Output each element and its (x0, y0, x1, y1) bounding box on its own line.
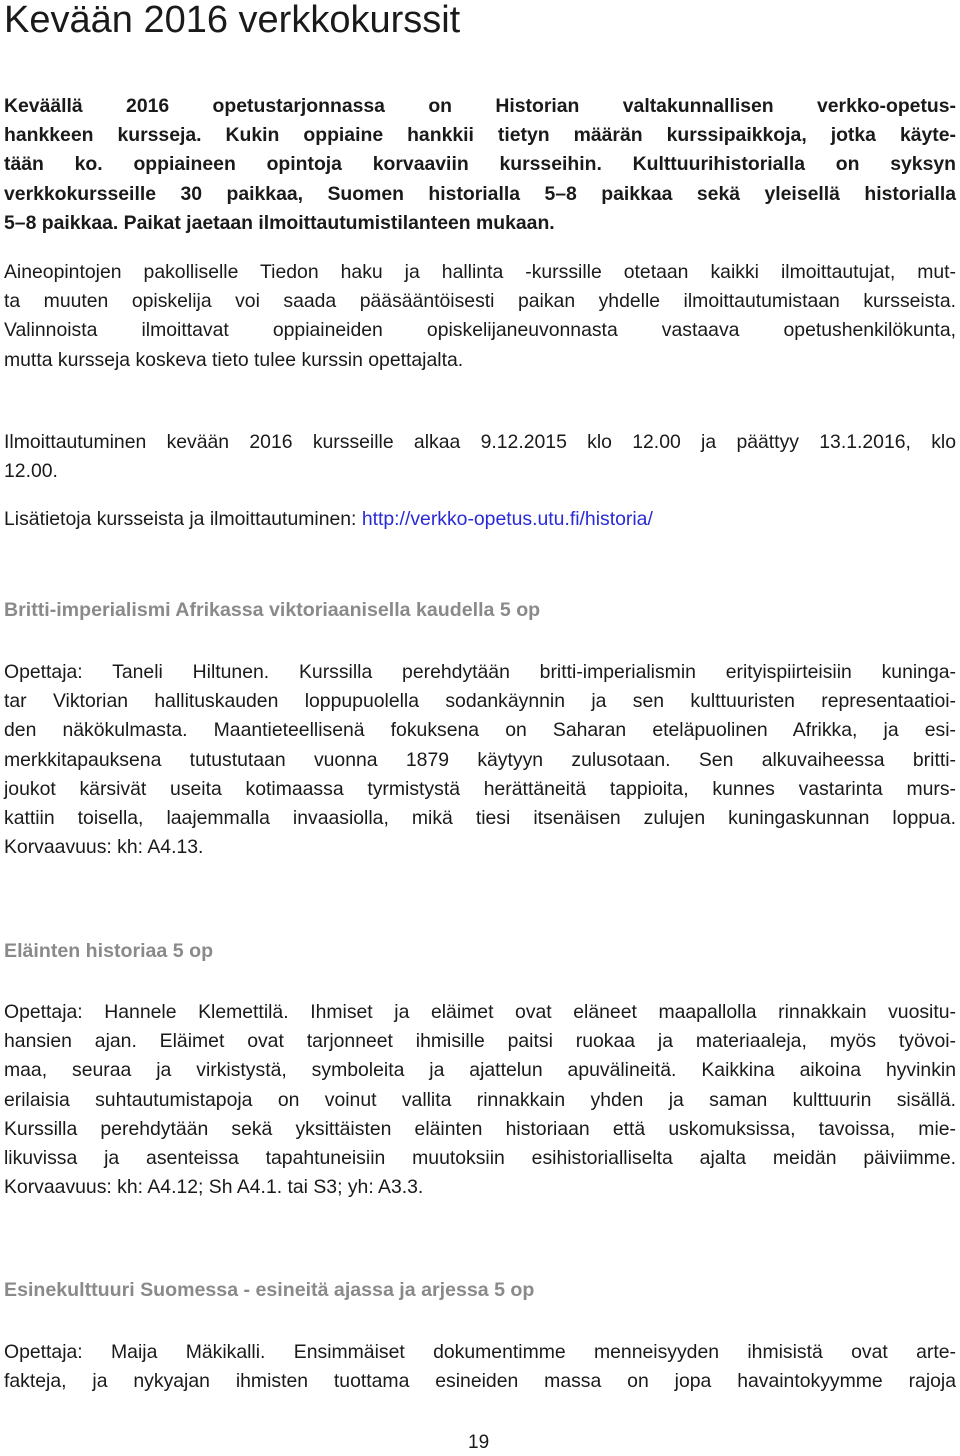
intro-bold-line: 5–8 paikkaa. Paikat jaetaan ilmoittautumistilanteen mukaan. (4, 211, 555, 234)
course-line: den näkökulmasta. Maantieteellisenä fokuksena on Saharan eteläpuolinen Afrikka, ja esi- (4, 719, 956, 742)
course-line: maa, seuraa ja virkistystä, symboleita ja ajattelun apuvälineitä. Kaikkina aikoina hyvinkin (4, 1059, 956, 1082)
course-line: Kurssilla perehdytään sekä yksittäisten eläinten historiaan että uskomuksissa, tavoissa, mie- (4, 1117, 956, 1140)
registration-line: 12.00. (4, 460, 58, 483)
course-heading: Britti-imperialismi Afrikassa viktoriaanisella kaudella 5 op (4, 599, 541, 621)
course-line: Korvaavuus: kh: A4.12; Sh A4.1. tai S3; yh: A3.3. (4, 1176, 424, 1199)
course-heading: Esinekulttuuri Suomessa - esineitä ajassa ja arjessa 5 op (4, 1279, 535, 1301)
course-info-link[interactable]: http://verkko-opetus.utu.fi/historia/ (361, 508, 653, 530)
page-number: 19 (468, 1432, 490, 1453)
intro-bold-line: verkkokursseille 30 paikkaa, Suomen historialla 5–8 paikkaa sekä yleisellä historialla (4, 182, 956, 205)
registration-line: Ilmoittautuminen kevään 2016 kursseille alkaa 9.12.2015 klo 12.00 ja päättyy 13.1.2016, klo (4, 431, 956, 453)
intro-bold-line: hankkeen kursseja. Kukin oppiaine hankkii tietyn määrän kurssipaikkoja, jotka käyte- (4, 124, 956, 147)
course-line: Opettaja: Hannele Klemettilä. Ihmiset ja eläimet ovat eläneet maapallolla rinnakkain vuositu- (4, 1001, 956, 1023)
info-line (4, 505, 956, 534)
course-line: likuvissa ja asenteissa tapahtuneisiin muutoksiin esihistorialliselta ajalta meidän päiviimme. (4, 1147, 956, 1170)
course-description (4, 1338, 956, 1396)
info-paragraph (4, 505, 956, 534)
course-line: hansien ajan. Eläimet ovat tarjonneet ihmisille paitsi ruokaa ja materiaaleja, myös työvoi- (4, 1030, 956, 1053)
page-title: Kevään 2016 verkkokurssit (4, 0, 461, 41)
course-heading: Eläinten historiaa 5 op (4, 940, 214, 962)
intro-line: Aineopintojen pakolliselle Tiedon haku ja hallinta -kurssille otetaan kaikki ilmoittautujat, mut- (4, 261, 956, 283)
course-description (4, 998, 956, 1202)
course-line: kattiin toisella, laajemmalla invaasiolla, mikä tiesi itsenäisen zulujen kuningaskunnan loppua. (4, 807, 956, 830)
intro-bold-line: Keväällä 2016 opetustarjonnassa on Historian valtakunnallisen verkko-opetus- (4, 95, 956, 117)
course-description (4, 658, 956, 862)
intro-line: Valinnoista ilmoittavat oppiaineiden opiskelijaneuvonnasta vastaava opetushenkilökunta, (4, 319, 956, 342)
course-line: erilaisia suhtautumistapoja on voinut vallita rinnakkain yhden ja saman kulttuurin sisällä. (4, 1088, 956, 1111)
intro-line: mutta kursseja koskeva tieto tulee kurssin opettajalta. (4, 348, 464, 371)
course-line: tar Viktorian hallituskauden loppupuolella sodankäynnin ja sen kulttuuristen representaatioi- (4, 690, 956, 713)
course-line: Korvaavuus: kh: A4.13. (4, 836, 204, 859)
intro-bold-paragraph (4, 92, 956, 238)
course-line: Opettaja: Maija Mäkikalli. Ensimmäiset dokumentimme menneisyyden ihmisistä ovat arte- (4, 1341, 956, 1363)
intro-bold-line: tään ko. oppiaineen opintoja korvaaviin kursseihin. Kulttuurihistorialla on syksyn (4, 153, 956, 176)
course-line: Opettaja: Taneli Hiltunen. Kurssilla perehdytään britti-imperialismin erityispiirteisiin kuninga- (4, 661, 956, 683)
intro-paragraph (4, 258, 956, 375)
registration-paragraph (4, 428, 956, 486)
course-line: merkkitapauksena tutustutaan vuonna 1879 käytyyn zulusotaan. Sen alkuvaiheessa britti- (4, 748, 956, 771)
course-line: fakteja, ja nykyajan ihmisten tuottama esineiden massa on jopa havaintokyymme rajoja (4, 1370, 956, 1393)
info-label: Lisätietoja kursseista ja ilmoittautuminen: (4, 508, 362, 530)
course-line: joukot kärsivät useita kotimaassa tyrmistystä herättäneitä tappioita, kunnes vastarinta murs- (4, 777, 956, 800)
intro-line: ta muuten opiskelija voi saada pääsääntöisesti paikan yhdelle ilmoittautumistaan kursseista. (4, 290, 956, 313)
